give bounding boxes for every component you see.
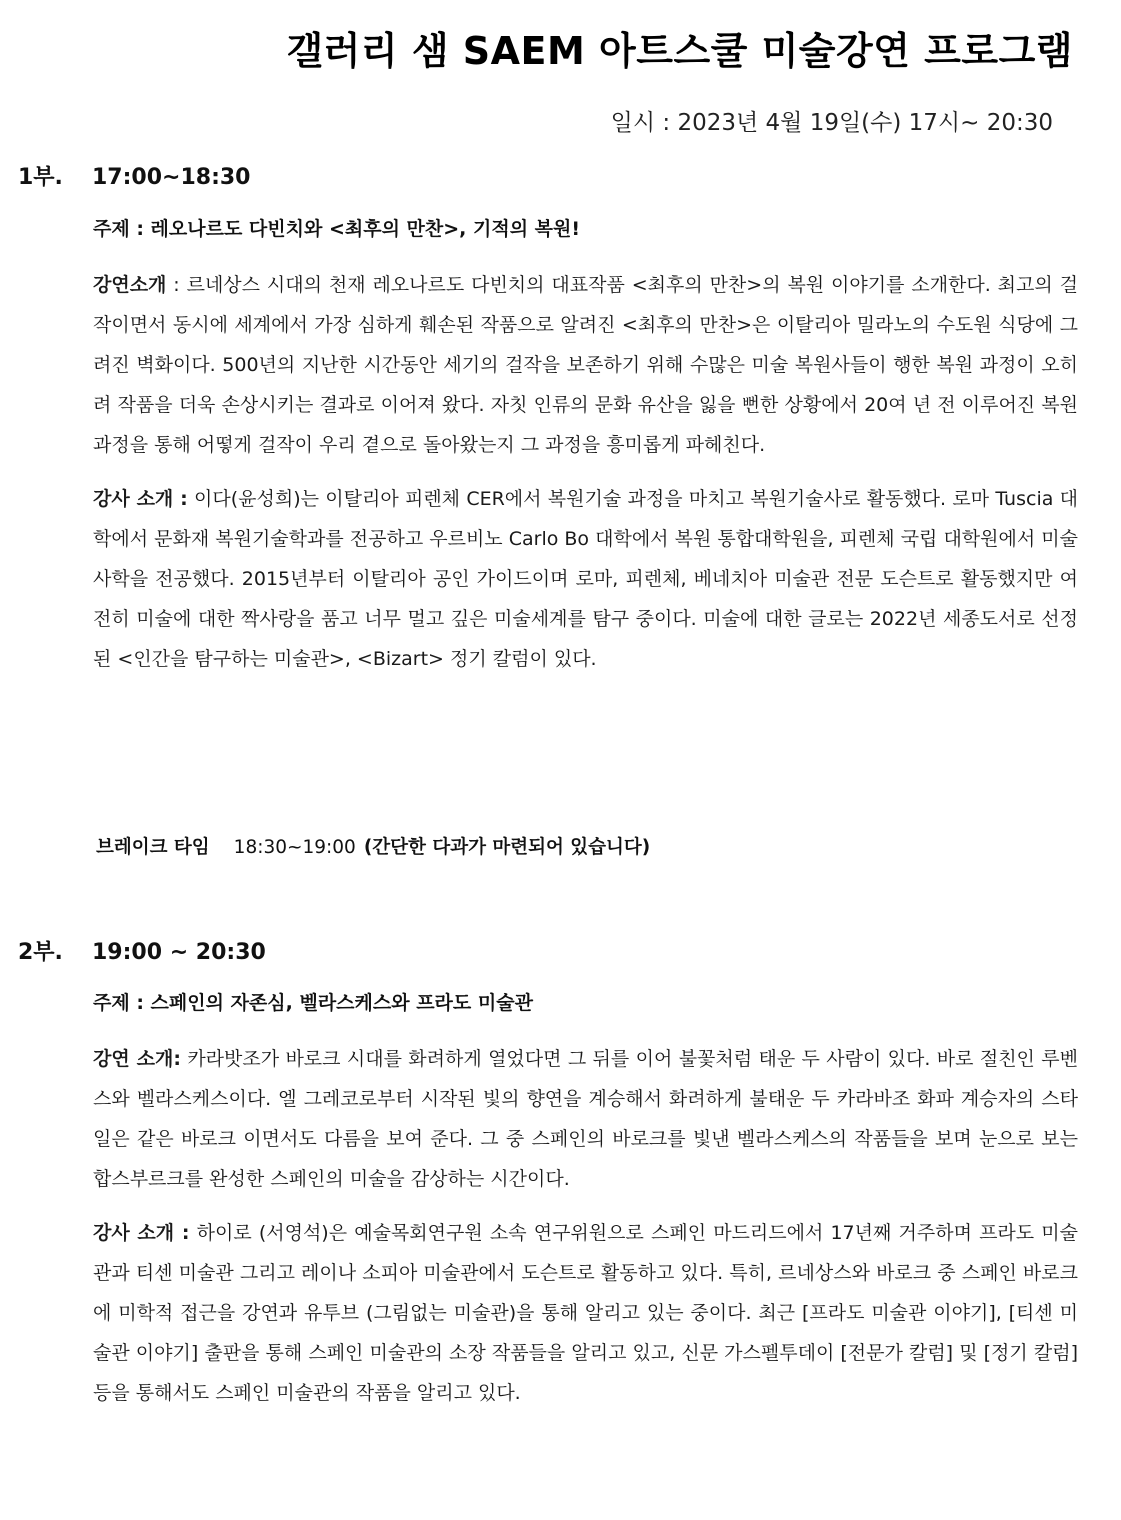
part1-intro: [93, 265, 1078, 465]
part1-lecturer-text: 이다(윤성희)는 이탈리아 피렌체 CER에서 복원기술 과정을 마치고 복원기술사로 활동했다. 로마 Tuscia 대학에서 문화재 복원기술학과를 전공하고 우르비노 Carlo Bo 대학에서 복원 통합대학원을, 피렌체 국립 대학원에서 미술사학을 전공했다. 2015년부터 이탈리아 공인 가이드이며 로마, 피렌체, 베네치아 미술관 전문 도슨트로 활동했지만 여전히 미술에 대한 짝사랑을 품고 너무 멀고 깊은 미술세계를 탐구 중이다. 미술에 대한 글로는 2022년 세종도서로 선정된 <인간을 탐구하는 미술관>, <Bizart> 정기 칼럼이 있다.: [93, 488, 1079, 670]
part2-lecturer-text: 하이로 (서영석)은 예술목회연구원 소속 연구위원으로 스페인 마드리드에서 17년째 거주하며 프라도 미술관과 티센 미술관 그리고 레이나 소피아 미술관에서 도슨트로 활동하고 있다. 특히, 르네상스와 바로크 중 스페인 바로크에 미학적 접근을 강연과 유투브 (그림없는 미술관)을 통해 알리고 있는 중이다. 최근 [프라도 미술관 이야기], [티센 미술관 이야기] 출판을 통해 스페인 미술관의 소장 작품들을 알리고 있고, 신문 가스펠투데이 [전문가 칼럼] 및 [정기 칼럼] 등을 통해서도 스페인 미술관의 작품을 알리고 있다.: [93, 1222, 1078, 1404]
part1-number: 1부.: [18, 165, 63, 190]
document-title: 갤러리 샘 SAEM 아트스쿨 미술강연 프로그램: [286, 29, 1073, 73]
break-time-line: [96, 833, 650, 859]
part2-intro-text: 카라밧조가 바로크 시대를 화려하게 열었다면 그 뒤를 이어 불꽃처럼 태운 두 사람이 있다. 바로 절친인 루벤스와 벨라스케스이다. 엘 그레코로부터 시작된 빛의 향연을 계승해서 화려하게 불태운 두 카라바조 화파 계승자의 스타일은 같은 바로크 이면서도 다름을 보여 준다. 그 중 스페인의 바로크를 빛낸 벨라스케스의 작품들을 보며 눈으로 보는 합스부르크를 완성한 스페인의 미술을 감상하는 시간이다.: [93, 1048, 1078, 1190]
part1-time: 17:00~18:30: [92, 165, 251, 190]
part2-intro: [93, 1039, 1078, 1199]
part2-topic: 주제 : 스페인의 자존심, 벨라스케스와 프라도 미술관: [93, 992, 533, 1014]
part2-lecturer-label: 강사 소개 :: [93, 1222, 190, 1244]
break-label: 브레이크 타임: [96, 837, 210, 858]
part1-heading: [18, 160, 251, 191]
part2-lecturer: [93, 1213, 1078, 1413]
part1-topic: 주제 : 레오나르도 다빈치와 <최후의 만찬>, 기적의 복원!: [93, 218, 581, 240]
part2-number: 2부.: [18, 940, 63, 965]
part1-intro-label: 강연소개: [93, 274, 167, 296]
part1-section: [93, 214, 1078, 679]
break-note: (간단한 다과가 마련되어 있습니다): [363, 837, 651, 858]
event-datetime: 일시 : 2023년 4월 19일(수) 17시~ 20:30: [610, 110, 1053, 136]
part1-lecturer-label: 강사 소개 :: [93, 488, 188, 510]
part2-heading: [18, 935, 266, 966]
break-time: 18:30~19:00: [233, 837, 356, 858]
part1-intro-text: : 르네상스 시대의 천재 레오나르도 다빈치의 대표작품 <최후의 만찬>의 복원 이야기를 소개한다. 최고의 걸작이면서 동시에 세계에서 가장 심하게 훼손된 작품으로 알려진 <최후의 만찬>은 이탈리아 밀라노의 수도원 식당에 그려진 벽화이다. 500년의 지난한 시간동안 세기의 걸작을 보존하기 위해 수많은 미술 복원사들이 행한 복원 과정이 오히려 작품을 더욱 손상시키는 결과로 이어져 왔다. 자칫 인류의 문화 유산을 잃을 뻔한 상황에서 20여 년 전 이루어진 복원 과정을 통해 어떻게 걸작이 우리 곁으로 돌아왔는지 그 과정을 흥미롭게 파헤친다.: [93, 274, 1078, 456]
part2-time: 19:00 ~ 20:30: [92, 940, 266, 965]
part2-section: [93, 988, 1078, 1413]
part2-intro-label: 강연 소개:: [93, 1048, 181, 1070]
part1-lecturer: [93, 479, 1078, 679]
